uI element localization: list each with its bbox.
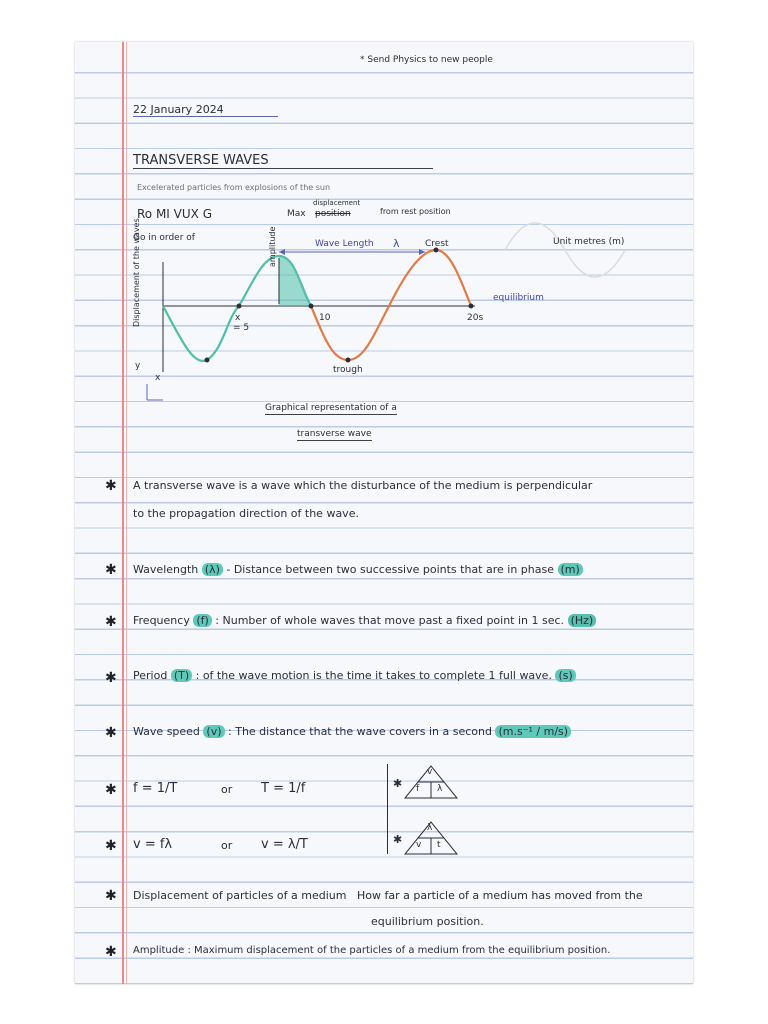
or-label: or <box>221 839 233 852</box>
wavelength-line: Wavelength (λ) - Distance between two successive points that are in phase (m) <box>133 564 583 576</box>
amplitude-label: amplitude <box>268 226 277 267</box>
period-symbol: (T) <box>171 669 192 682</box>
displacement-label: displacement <box>313 199 361 207</box>
period-line <box>133 670 576 682</box>
wave-diagram <box>75 222 693 462</box>
bullet-star: ✱ <box>105 888 117 904</box>
frequency-symbol: (f) <box>193 614 211 627</box>
amplitude-definition: : Maximum displacement of the particles of a medium from the equilibrium position. <box>187 945 611 956</box>
position-label: position <box>315 209 351 219</box>
period-term: Period <box>133 669 168 682</box>
amplitude-term: Amplitude <box>133 945 185 956</box>
y-axis-label: Displacement of the waves <box>132 218 141 327</box>
bullet-star: ✱ <box>105 944 117 960</box>
margin-line-inner <box>126 42 127 984</box>
caption-line-2: transverse wave <box>297 429 372 439</box>
order-note: Go in order of <box>133 233 195 243</box>
wavelength-label: Wave Length <box>315 239 374 249</box>
excelerated-note: Excelerated particles from explosions of the sun <box>137 183 331 192</box>
period-definition: : of the wave motion is the time it takes to complete 1 full wave. <box>195 669 552 682</box>
wavelength-unit: (m) <box>558 563 583 576</box>
equilibrium-label: equilibrium <box>493 293 544 303</box>
definition-line-1: A transverse wave is a wave which the disturbance of the medium is perpendicular <box>133 479 593 492</box>
lambda-label: λ <box>393 237 400 250</box>
tri-star: ✱ <box>393 833 403 846</box>
notebook-page <box>75 42 693 984</box>
date: 22 January 2024 <box>133 104 278 117</box>
unit-label: Unit metres (m) <box>553 237 625 247</box>
amplitude-line <box>133 945 610 956</box>
frequency-line: Frequency (f) : Number of whole waves that move past a fixed point in 1 sec. (Hz) <box>133 615 596 627</box>
margin-line <box>122 42 124 984</box>
bullet-star: ✱ <box>105 614 117 630</box>
definition-line-2: to the propagation direction of the wave. <box>133 507 359 520</box>
caption-line-1: Graphical representation of a <box>265 403 397 413</box>
bullet-star: ✱ <box>105 838 117 854</box>
x-symbol: x <box>155 373 161 383</box>
formula-v: v = fλ <box>133 837 173 852</box>
displacement-term: Displacement of particles of a medium <box>133 889 347 902</box>
x-mid-value: = 5 <box>233 323 250 333</box>
crest-label: Crest <box>425 239 449 249</box>
max-label: Max <box>287 209 306 219</box>
speed-definition: : The distance that the wave covers in a second <box>228 725 492 738</box>
displacement-line-2: equilibrium position. <box>371 915 484 928</box>
displacement-definition: How far a particle of a medium has moved from the <box>356 889 643 902</box>
tri1-top: v <box>427 767 433 777</box>
speed-symbol: (v) <box>203 725 224 738</box>
frequency-definition: Number of whole waves that move past a fixed point in 1 sec. <box>222 614 565 627</box>
bullet-star: ✱ <box>105 478 117 494</box>
speed-line <box>133 726 571 738</box>
y-symbol: y <box>135 361 141 371</box>
bullet-star: ✱ <box>105 782 117 798</box>
formula-v2: v = λ/T <box>261 837 308 852</box>
bullet-star: ✱ <box>105 670 117 686</box>
tri1-right: λ <box>437 784 443 794</box>
formula-divider <box>387 764 388 854</box>
frequency-unit: (Hz) <box>568 614 597 627</box>
tri2-right: t <box>437 840 441 850</box>
wavelength-symbol: (λ) <box>202 563 223 576</box>
speed-term: Wave speed <box>133 725 200 738</box>
tri1-left: f <box>416 784 420 794</box>
or-label: or <box>221 783 233 796</box>
tri-star: ✱ <box>393 777 403 790</box>
bullet-star: ✱ <box>105 562 117 578</box>
formula-f: f = 1/T <box>133 781 178 796</box>
speed-unit: (m.s⁻¹ / m/s) <box>495 725 571 738</box>
tick-20: 20s <box>467 313 484 323</box>
trough-label: trough <box>333 365 363 375</box>
wavelength-term: Wavelength <box>133 563 199 576</box>
frequency-term: Frequency <box>133 614 190 627</box>
displacement-line <box>133 890 643 902</box>
wavelength-definition: Distance between two successive points that are in phase <box>233 563 554 576</box>
bullet-star: ✱ <box>105 725 117 741</box>
tick-10: 10 <box>319 313 331 323</box>
from-rest-label: from rest position <box>380 207 451 216</box>
tri2-left: v <box>416 840 422 850</box>
page-title: TRANSVERSE WAVES <box>133 154 433 169</box>
period-unit: (s) <box>555 669 575 682</box>
formula-T: T = 1/f <box>261 781 306 796</box>
top-note: * Send Physics to new people <box>360 55 493 65</box>
mnemonic: Ro MI VUX G <box>137 207 212 221</box>
tri2-top: λ <box>427 823 433 833</box>
x-mid-label: x <box>235 313 241 323</box>
